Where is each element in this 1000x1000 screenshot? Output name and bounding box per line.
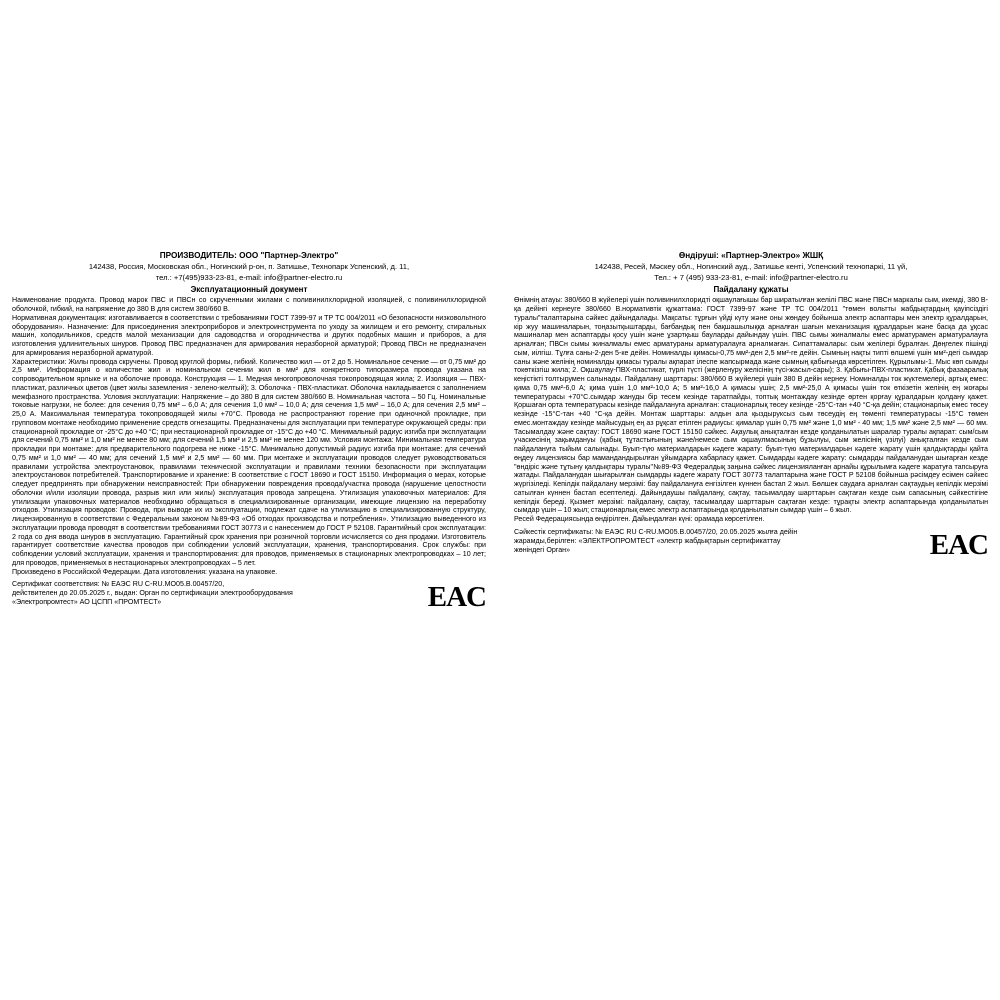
manufacturer-name-kk: Өндіруші: «Партнер-Электро» ЖШҚ [678, 251, 824, 260]
manufacturer-contacts-kk: Тел.: + 7 (495) 933-23-81, e-mail: info@partner-electro.ru [654, 272, 848, 282]
certificate-line-2-kk: жарамды,берілген: «ЭЛЕКТРОПРОМТЕСТ «электр жабдықтарын сертификаттау [514, 536, 781, 545]
body-text-kk [514, 296, 988, 524]
certificate-line-1-kk: Сәйкестік сертификаты: № ЕАЭС RU C-RU.МО05.В.00457/20, 20.05.2025 жылға дейін [514, 527, 798, 536]
certificate-line-3-ru: «Электропромтест» АО ЦСПП «ПРОМТЕСТ» [12, 598, 162, 607]
manufacturer-address-ru: 142438, Россия, Московская обл., Ногинский р-он, п. Затишье, Технопарк Успенский, д. 11, [88, 262, 410, 272]
footer-left [12, 580, 486, 626]
paragraph-product-name-ru: Наименование продукта. Провод марок ПВС и ПВСн со скрученными жилами с поливинилхлоридной изоляцией, с поливинилхлоридной оболочкой, гибкий, на напряжение до 380 В для систем 380/660 В. [12, 296, 486, 314]
right-column-kazakh [500, 250, 988, 756]
manufacturer-contacts-ru: тел.: +7(495)933-23-81, e-mail: info@partner-electro.ru [155, 272, 343, 282]
manufacturer-name-ru: ПРОИЗВОДИТЕЛЬ: ООО "Партнер-Электро" [159, 251, 339, 260]
paragraph-produced-ru: Произведено в Российской Федерации. Дата изготовления: указана на упаковке. [12, 567, 278, 576]
certificate-line-3-kk: жөніндегі Орган» [514, 545, 571, 554]
certificate-block-ru [12, 580, 420, 607]
certificate-line-1-ru: Сертификат соответствия: № ЕАЭС RU C-RU.МО05.В.00457/20, [12, 580, 225, 589]
document-title-ru: Эксплуатационный документ [190, 285, 308, 295]
eac-mark-icon-right: EAC [929, 528, 988, 561]
label-sheet [0, 240, 1000, 760]
footer-right [514, 528, 988, 574]
document-title-kk: Пайдалану құжаты [713, 285, 789, 295]
paragraph-characteristics-ru: Характеристики: Жилы провода скручены. Провод круглой формы, гибкий. Количество жил — от 2 до 5. Номинальное сечение — от 0,75 мм² до 2,5 мм². Информация о количестве жил и номинальном сечении жил в мм² для конкретного типоразмера провода указана на сопроводительном ярлыке и на оболочке провода. Конструкция — 1. Медная многопроволочная токопроводящая жила; 2. Изоляция — ПВХ-пластикат, различных цветов (цвет жилы заземления - зелено-желтый); 3. Оболочка - ПВХ-пластикат. Оболочка накладывается с заполнением межфазного пространства. Условия эксплуатации: Напряжение – до 380 В для систем 380/660 В. Номинальная частота – 50 Гц. Номинальные токовые нагрузки, не более: для сечения 0,75 мм² – 6,0 А; для сечения 1,0 мм² – 10,0 А; для сечения 1,5 мм² – 16,0 А; для сечения 2,5 мм² – 25,0 А. Максимальная температура токопроводящей жилы +70°С. Провода не распространяют горение при одиночной прокладке, при групповом монтаже необходимо применение средств огнезащиты. Предназначены для эксплуатации при температуре окружающей среды: при стационарной прокладке от -25°С до +40 °С; при нестационарной прокладке от -15°С до +40 °С. Минимальный радиус изгиба при эксплуатации для сечений 0,75 мм² и 1,0 мм² не менее 80 мм; для сечений 1,5 мм² и 2,5 мм² не менее 120 мм. Условия монтажа: Минимальная температура прокладки при монтаже: для предварительного подогрева не ниже -15°С. Минимально допустимый радиус изгиба при монтаже: для сечений 0,75 мм² и 1,0 мм² — 40 мм; для сечений 1,5 мм² и 2,5 мм² — 60 мм. При монтаже и эксплуатации проводов следует руководствоваться правилами устройства электроустановок, правилами технической эксплуатации и правилами техники безопасности при эксплуатации электроустановок потребителей. Транспортирование и хранение: В соответствие с ГОСТ 18690 и ГОСТ 15150. Информация о мерах, которые следует предпринять при обнаружении неисправностей: При обнаружении повреждения провода/участка провода (нарушение целостности оболочки и/или изоляции провода, разрыв жил или жилы) эксплуатация провода запрещена. Утилизация упаковочных материалов: Для утилизации упаковочных материалов необходимо обращаться в специализированные организации, имеющие лицензию на переработку отходов. Утилизация проводов: Провода, при выводе их из эксплуатации, подлежат сдаче на утилизацию в специализированную структуру, лицензированную в соответствии с Федеральным законом №89-ФЗ «Об отходах производства и потребления». Утилизацию выведенного из эксплуатации провода проводят в соответствии требованиями ГОСТ 30773 и с нанесением до ГОСТ Р 52108. Гарантийный срок эксплуатации: 2 года со дня ввода шнуров в эксплуатацию. Гарантийный срок хранения при розничной торговли исчисляется со дня продажи. Изготовитель гарантирует соответствие качества проводов при соблюдении условий эксплуатации, хранения, транспортирования. Срок службы: при соблюдении условий эксплуатации, хранения и транспортирования: для проводов, применяемых в стационарных электропроводках – 10 лет; для проводов, применяемых в нестационарных электропроводках – 5 лет. [12, 357, 486, 567]
paragraph-normative-ru: Нормативная документация: изготавливается в соответствии с требованиями ГОСТ 7399-97 и ТР ТС 004/2011 «О безопасности низковольтного оборудования». Назначение: Для присоединения электроприборов и электроинструмента по уходу за жилищем и его ремонту, стиральных машин, холодильников, средств малой механизации для садоводства и огородничества и других подобных машин и приборов, а для изготовления удлинительных шнуров. Провод ПВС предназначен для армирования неразборной арматурой; Провод ПВСн не предназначен для армирования неразборной арматурой. [12, 313, 486, 357]
left-column-russian [12, 250, 500, 756]
body-text-ru [12, 296, 486, 576]
certificate-line-2-ru: действителен до 20.05.2025 г., выдан: Орган по сертификации электрооборудования [12, 589, 293, 598]
eac-mark-icon-left: EAC [427, 581, 486, 614]
certificate-block-kk [514, 528, 922, 555]
paragraph-produced-kk: Ресей Федерациясында өндірілген. Дайындалған күні: орамада көрсетілген. [514, 515, 765, 524]
paragraph-main-kk: Өнімнің атауы: 380/660 В жүйелері үшін поливинилхлоридті оқшаулағышы бар ширатылған желілі ПВС және ПВСн маркалы сым, икемді, 380 В-қа дейінгі кернеуге 380/660 В.нормативтік құжаттама: ГОСТ 7399-97 және ТР ТС 004/2011 "төмен вольтты жабдықтардың қауіпсіздігі туралы"талаптарына сәйкес дайындалады. Мақсаты: тұрғын үйді күту және оны жөндеу бойынша электр аспаптары мен электр құралдарын, кір жуу машиналарын, тоңазытқыштарды, бағбандық пен бақшашылыққа арналған шағын механизация құралдарын және басқа да ұқсас машиналар мен аспаптарды қосу үшін және ұзартқыш бауларды дайындау үшін. ПВС сымы жиналмалы емес арматурамен арматуралауға арналған; ПВСн сымы жиналмалы емес арматураны арматуралауға арналмаған. Сипаттамалары: сым желілері бұралған. Дөңгелек пішінді сым, иілгіш. Тұлға саны-2-ден 5-ке дейін. Номиналды қимасы-0,75 мм²-ден 2,5 мм²-ге дейін. Сымның нақты типті өлшемі үшін мм²-дегі сымдар саны және желінің номиналды қимасы туралы ақпарат ілеспе жапсырмада және сымның қабығында көрсетілген. Құрылымы-1. Мыс көп сымды токөткізгіш жила; 2. Оқшаулау-ПВХ-пластикат, түрлі түсті (жерленуру желісінің түсі-жасыл-сары); 3. Қабығы-ПВХ-пластикат. Қабық фазааралық кеңістікті толтырумен салынады. Пайдалану шарттары: 380/660 В жүйелері үшін 380 В дейін кернеу. Номиналды ток жүктемелері, артық емес: қима 0,75 мм²-6,0 А; қима үшін 1,0 мм²-10,0 А; 5 мм²-16,0 А қимасы үшін; 2,5 мм²-25,0 А қимасы үшін ток өткізетін желінің ең жоғары температурасы +70°С.сымдар жануды бір тесем кезінде таратпайды, топтық монтаждау кезінде өртен қорғау құралдарын қолдану қажет. Қоршаған орта температурасы кезінде пайдалануға арналған: стационарлық төсеу кезінде -25°С-тан +40 °С-қа дейін; стационарлық емес төсеу кезінде -15°С-тан +40 °С-қа дейін. Монтаж шарттары: алдын ала қыздыруксыз сым төсеудің ең төменгі температурасы -15°С төмен емес.монтаждау кезінде майысудың ең аз рұқсат етілген радиусы: қималар үшін 0,75 мм² және 1,0 мм² - 40 мм; 1,5 мм² және 2,5 мм² — 60 мм. Тасымалдау және сақтау: ГОСТ 18690 және ГОСТ 15150 сәйкес. Ақаулық анықталған кезде қолданылатын шаралар туралы ақпарат: сым/сым учаскесінің зақымдануы (қабық тұтастығының және/немесе сым оқшаулмасының бұзылуы, сым желісінің үзілуі) анықталған кезде сым пайдалануға тыйым салынады. Буып-түю материалдарын кәдеге жарату: буып-түю материалдарын кәдеге жарату үшін қалдықтарды қайта өңдеу лицензиясы бар мамандандырылған ұйымдарға хабарласу қажет. Сымдарды кәдеге жарату: сымдарды пайдаланудан шығарған кезде "өндіріс және тұтыну қалдықтары туралы"№89-ФЗ Федералдық заңына сәйкес лицензияланған арнайы құрылымға кәдеге жаратуға тапсыруға жатады. Пайдаланудан шығарылған сымдарды кәдеге жарату ГОСТ 30773 талаптарына және ГОСТ Р 52108 бойынша рәсімдеу есімен сәйкес жүргізіледі. Кепілдік пайдалану мерзімі: бау пайдалануға енгізілген күннен бастап 2 жыл. Бөлшек саудаға арналған сақтаудың кепілдік мерзімі сатылған күннен бастап есептеледі. Дайындаушы пайдалану, сақтау, тасымалдау шарттарын сақтаған кезде сым сапасының сәйкестігіне кепілдік береді. Қызмет мерзімі: пайдалану, сақтау, тасымалдау шарттарын сақтаған кезде: тұрақты электр аспаптарында қолданылатын сымдар үшін – 10 жыл; стационарлық емес электр аспаптарында қолданылатын сымдар үшін – 6 жыл. [514, 296, 988, 515]
manufacturer-address-kk: 142438, Ресей, Мәскеу обл., Ногинский ауд., Затишье кенті, Успенский технопаркі, 11 үй, [594, 262, 908, 272]
